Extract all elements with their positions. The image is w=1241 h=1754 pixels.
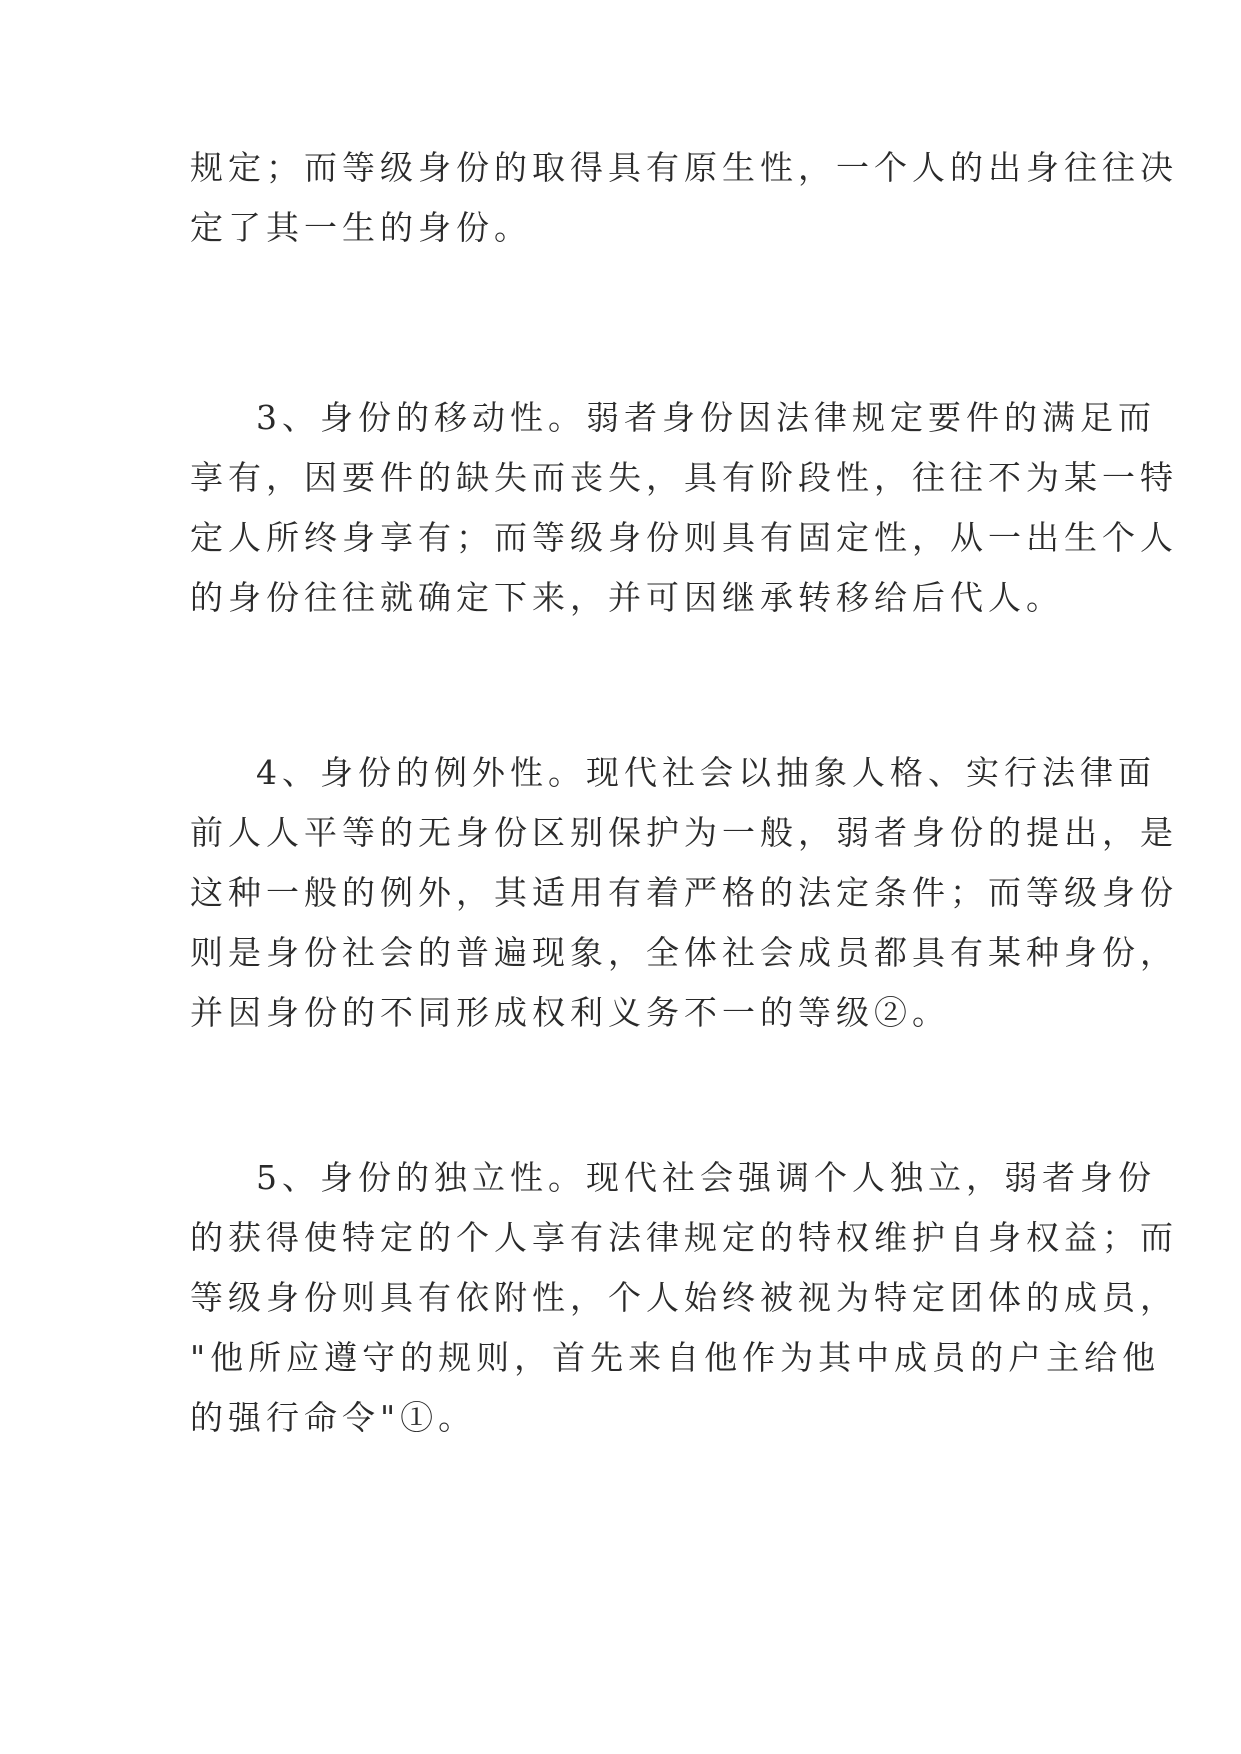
- text-line: 定人所终身享有；而等级身份则具有固定性，从一出生个人: [190, 518, 1178, 557]
- paragraph-continuation: [190, 138, 1178, 258]
- text-line: 3、身份的移动性。弱者身份因法律规定要件的满足而: [256, 398, 1156, 437]
- text-line: 等级身份则具有依附性，个人始终被视为特定团体的成员，: [190, 1278, 1178, 1317]
- text-line: 则是身份社会的普遍现象，全体社会成员都具有某种身份，: [190, 933, 1178, 972]
- text-line: 的获得使特定的个人享有法律规定的特权维护自身权益；而: [190, 1218, 1178, 1257]
- text-line: 享有，因要件的缺失而丧失，具有阶段性，往往不为某一特: [190, 458, 1178, 497]
- text-line: 定了其一生的身份。: [190, 208, 532, 247]
- text-line: "他所应遵守的规则，首先来自他作为其中成员的户主给他: [190, 1338, 1161, 1377]
- text-line: 这种一般的例外，其适用有着严格的法定条件；而等级身份: [190, 873, 1178, 912]
- text-line: 4、身份的例外性。现代社会以抽象人格、实行法律面: [256, 753, 1156, 792]
- text-line: 并因身份的不同形成权利义务不一的等级②。: [190, 993, 950, 1032]
- text-line: 前人人平等的无身份区别保护为一般，弱者身份的提出，是: [190, 813, 1178, 852]
- paragraph-item-3: [190, 388, 1178, 628]
- text-line: 的身份往往就确定下来，并可因继承转移给后代人。: [190, 578, 1064, 617]
- text-line: 的强行命令"①。: [190, 1398, 477, 1437]
- paragraph-item-5: [190, 1148, 1178, 1448]
- paragraph-item-4: [190, 743, 1178, 1043]
- text-line: 规定；而等级身份的取得具有原生性，一个人的出身往往决: [190, 148, 1178, 187]
- text-line: 5、身份的独立性。现代社会强调个人独立，弱者身份: [256, 1158, 1156, 1197]
